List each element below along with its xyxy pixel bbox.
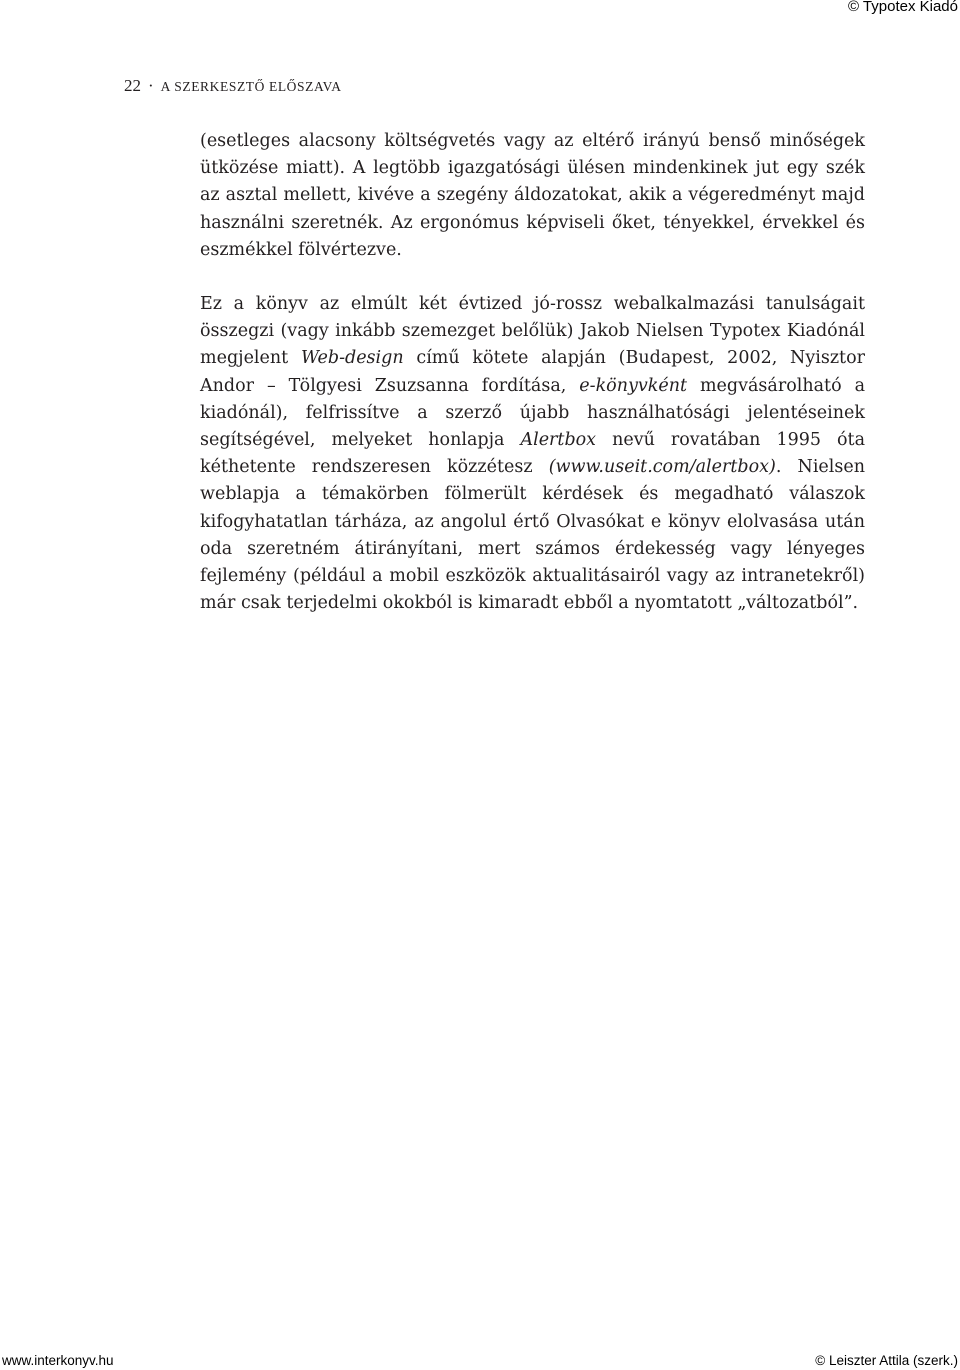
paragraph-2-text-2: című kötete alapján (Budapest, 2002, Nyisztor Andor – Tölgyesi Zsuzsanna fordítása, <box>200 348 865 396</box>
paragraph-1: (esetleges alacsony költségvetés vagy az eltérő irányú benső minőségek ütközése miatt). A legtöbb igazgatósági ülésen mindenkinek jut egy szék az asztal mellett, kivéve a szegény áldozatokat, akik a végeredményt majd használni szeretnék. Az ergonómus képviseli őket, tényekkel, érvekkel és eszmékkel fölvértezve. <box>200 131 865 260</box>
section-title: A SZERKESZTŐ ELŐSZAVA <box>160 79 342 94</box>
paragraph-2-text-4: nevű rovatában 1995 óta kéthetente rendszeresen közzétesz <box>200 430 866 478</box>
paragraph-2-text-1: Ez a könyv az elmúlt két évtized jó-rossz webalkalmazási tanulságait összegzi (vagy inkább szemezget belőlük) Jakob Nielsen Typotex Kiadónál megjelent <box>200 294 865 369</box>
paragraph-2 <box>200 291 865 617</box>
publisher-copyright-watermark: © Typotex Kiadó <box>847 0 958 15</box>
header-separator: · <box>148 76 154 95</box>
footer-website: www.interkonyv.hu <box>2 1353 114 1368</box>
book-title-web-design: Web-design <box>300 348 404 369</box>
footer-copyright: © Leiszter Attila (szerk.) <box>815 1353 958 1368</box>
page-number: 22 <box>124 76 141 95</box>
body-text <box>200 128 865 617</box>
running-header <box>124 76 342 96</box>
paragraph-2-text-5: . Nielsen weblapja a témakörben fölmerült kérdések és megadható válaszok kifogyhatatlan tárháza, az angolul értő Olvasókat e könyv elolvasása után oda szeretném átirányítani, mert számos érdekesség vagy lényeges fejlemény (például a mobil eszközök aktualitásairól vagy az intranetekről) már csak terjedelmi okokból is kimaradt ebből a nyomtatott „változatból”. <box>200 457 865 614</box>
paragraph-2-text-3: megvásárolható a kiadónál), felfrissítve a szerző újabb használhatósági jelentéseinek segítségével, melyeket honlapja <box>200 375 866 451</box>
alertbox-column-name: Alertbox <box>520 430 597 451</box>
alertbox-url: (www.useit.com/alertbox) <box>548 457 776 478</box>
ebook-term: e-könyvként <box>579 375 688 396</box>
